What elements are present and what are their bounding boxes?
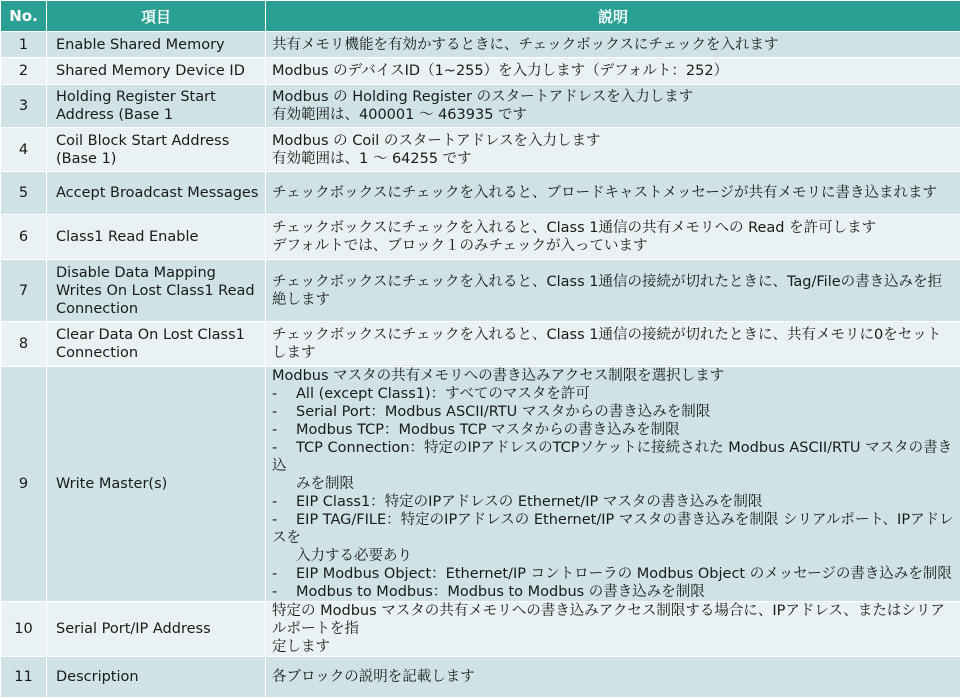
row-item: Accept Broadcast Messages — [47, 172, 266, 215]
table-row — [1, 128, 960, 172]
bullet-text: Serial Port：Modbus ASCII/RTU マスタからの書き込みを制限 — [296, 404, 710, 420]
table-row — [1, 85, 960, 128]
description-line: チェックボックスにチェックを入れると、Class 1通信の接続が切れたときに、共有メモリに0をセットします — [272, 326, 954, 362]
table-row — [1, 58, 960, 85]
bullet-item — [272, 493, 954, 511]
table-row — [1, 322, 960, 367]
row-number: 1 — [1, 32, 47, 58]
row-item: Shared Memory Device ID — [47, 58, 266, 85]
header-no: No. — [1, 1, 47, 32]
table-header-row — [1, 1, 960, 32]
table-row — [1, 367, 960, 602]
table-row — [1, 32, 960, 58]
row-item: Holding Register Start Address (Base 1 — [47, 85, 266, 128]
table-row — [1, 657, 960, 698]
description-line: Modbus の Holding Register のスタートアドレスを入力します — [272, 88, 954, 106]
row-description — [266, 602, 960, 657]
row-number: 8 — [1, 322, 47, 367]
bullet-dash: - — [272, 583, 296, 601]
bullet-item — [272, 583, 954, 601]
bullet-dash: - — [272, 511, 296, 529]
description-line: 定します — [272, 638, 954, 656]
description-line: チェックボックスにチェックを入れると、Class 1通信の共有メモリへの Read を許可します — [272, 219, 954, 237]
bullet-item — [272, 511, 954, 565]
bullet-dash: - — [272, 403, 296, 421]
bullet-item — [272, 565, 954, 583]
description-line: Modbus マスタの共有メモリへの書き込みアクセス制限を選択します — [272, 367, 954, 385]
row-number: 10 — [1, 602, 47, 657]
row-number: 6 — [1, 215, 47, 260]
bullet-text: TCP Connection：特定のIPアドレスのTCPソケットに接続された Modbus ASCII/RTU マスタの書き込 — [272, 440, 952, 474]
row-item: Clear Data On Lost Class1 Connection — [47, 322, 266, 367]
bullet-item — [272, 421, 954, 439]
description-line: チェックボックスにチェックを入れると、ブロードキャストメッセージが共有メモリに書き込まれます — [272, 184, 954, 202]
bullet-dash: - — [272, 421, 296, 439]
row-description — [266, 128, 960, 172]
bullet-continuation: みを制限 — [272, 475, 954, 493]
description-line: 有効範囲は、400001 ～ 463935 です — [272, 106, 954, 124]
description-line: Modbus のデバイスID（1~255）を入力します（デフォルト：252） — [272, 62, 954, 80]
row-description — [266, 215, 960, 260]
bullet-dash: - — [272, 493, 296, 511]
header-description: 説明 — [266, 1, 960, 32]
row-description — [266, 32, 960, 58]
bullet-text: EIP Class1：特定のIPアドレスの Ethernet/IP マスタの書き込みを制限 — [296, 494, 762, 510]
row-description — [266, 367, 960, 602]
table-row — [1, 602, 960, 657]
bullet-text: All (except Class1)：すべてのマスタを許可 — [296, 386, 590, 402]
table-row — [1, 260, 960, 322]
row-number: 11 — [1, 657, 47, 698]
row-item: Write Master(s) — [47, 367, 266, 602]
description-line: デフォルトでは、ブロック１のみチェックが入っています — [272, 237, 954, 255]
row-item: Description — [47, 657, 266, 698]
description-line: 各ブロックの説明を記載します — [272, 668, 954, 686]
description-line: 特定の Modbus マスタの共有メモリへの書き込みアクセス制限する場合に、IPアドレス、またはシリアルポートを指 — [272, 602, 954, 638]
row-number: 5 — [1, 172, 47, 215]
description-line: チェックボックスにチェックを入れると、Class 1通信の接続が切れたときに、Tag/Fileの書き込みを拒絶します — [272, 273, 954, 309]
row-item: Class1 Read Enable — [47, 215, 266, 260]
row-number: 2 — [1, 58, 47, 85]
table-row — [1, 172, 960, 215]
description-line: Modbus の Coil のスタートアドレスを入力します — [272, 132, 954, 150]
bullet-item — [272, 385, 954, 403]
row-description — [266, 58, 960, 85]
row-description — [266, 657, 960, 698]
bullet-continuation: 入力する必要あり — [272, 547, 954, 565]
row-number: 7 — [1, 260, 47, 322]
bullet-dash: - — [272, 439, 296, 457]
bullet-text: EIP Modbus Object：Ethernet/IP コントローラの Modbus Object のメッセージの書き込みを制限 — [296, 566, 952, 582]
bullet-item — [272, 439, 954, 493]
row-description — [266, 260, 960, 322]
row-number: 9 — [1, 367, 47, 602]
row-item: Coil Block Start Address (Base 1) — [47, 128, 266, 172]
row-description — [266, 172, 960, 215]
description-line: 有効範囲は、1 ～ 64255 です — [272, 150, 954, 168]
row-number: 4 — [1, 128, 47, 172]
row-item: Disable Data Mapping Writes On Lost Class1 Read Connection — [47, 260, 266, 322]
row-item: Enable Shared Memory — [47, 32, 266, 58]
row-description — [266, 322, 960, 367]
header-item: 項目 — [47, 1, 266, 32]
description-line: 共有メモリ機能を有効かするときに、チェックボックスにチェックを入れます — [272, 36, 954, 54]
bullet-dash: - — [272, 385, 296, 403]
bullet-text: Modbus to Modbus：Modbus to Modbus の書き込みを制限 — [296, 584, 705, 600]
row-number: 3 — [1, 85, 47, 128]
bullet-text: EIP TAG/FILE：特定のIPアドレスの Ethernet/IP マスタの書き込みを制限 シリアルポート、IPアドレスを — [272, 512, 954, 546]
row-description — [266, 85, 960, 128]
bullet-text: Modbus TCP：Modbus TCP マスタからの書き込みを制限 — [296, 422, 680, 438]
bullet-item — [272, 403, 954, 421]
table-row — [1, 215, 960, 260]
row-item: Serial Port/IP Address — [47, 602, 266, 657]
bullet-dash: - — [272, 565, 296, 583]
